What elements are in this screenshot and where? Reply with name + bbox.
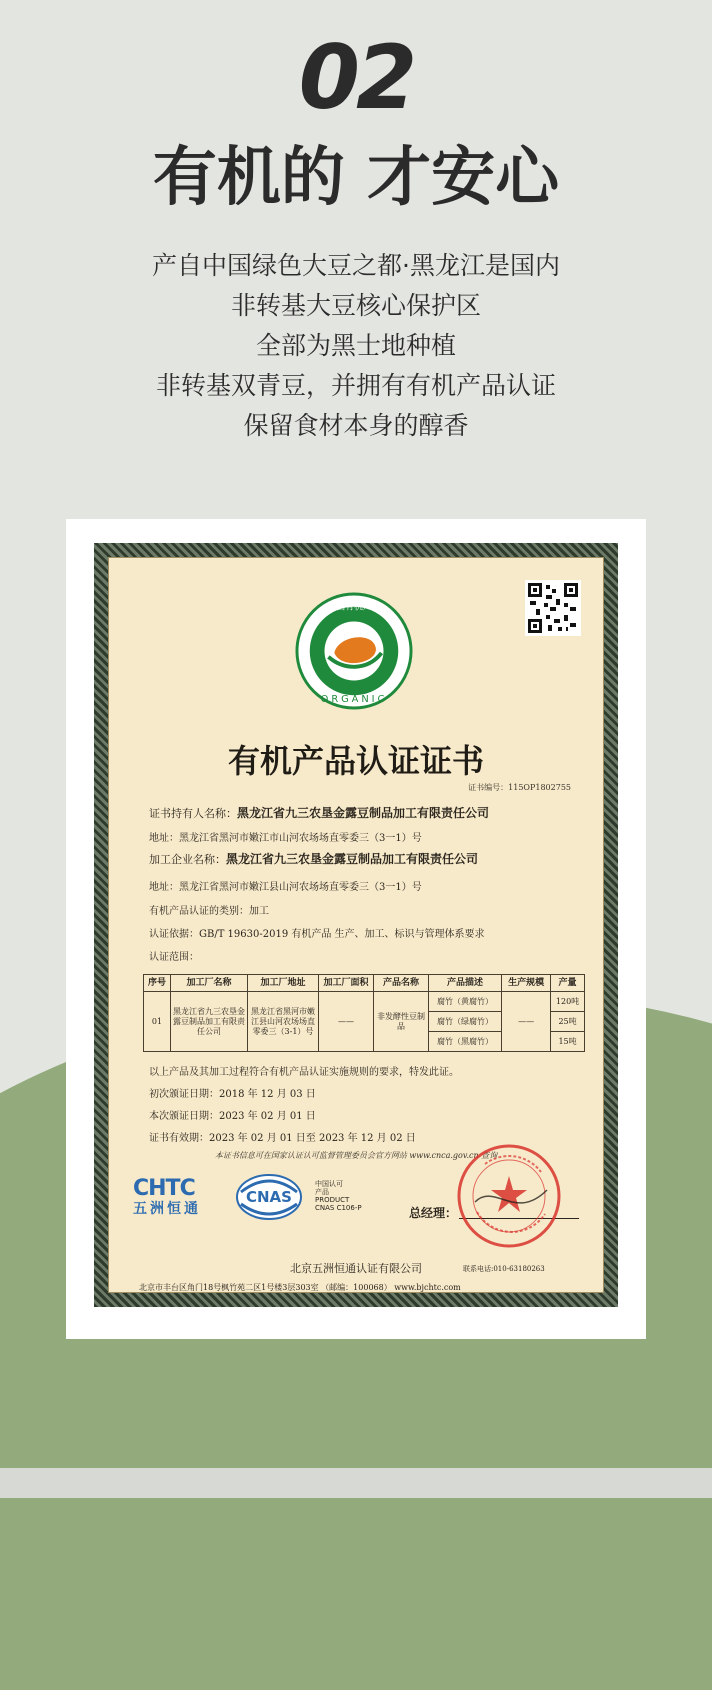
certificate-card: [66, 519, 646, 1339]
issuer-address: 北京市丰台区角门18号枫竹苑二区1号楼3层303室 （邮编：100068） www.bjchtc.com: [139, 1283, 461, 1292]
holder-address: 地址：黑龙江省黑河市嫩江市山河农场场直零委三（3一1）号: [149, 833, 422, 844]
cnas-text-line: 产品: [315, 1188, 329, 1196]
scope-label: 认证范围：: [149, 952, 199, 963]
headline: 有机的 才安心: [152, 141, 560, 215]
table-cell-desc: 腐竹（黄腐竹）: [429, 992, 502, 1012]
table-header: 产品描述: [429, 975, 502, 992]
table-cell-desc: 腐竹（黑腐竹）: [429, 1032, 502, 1052]
table-cell-output: 25吨: [551, 1012, 585, 1032]
chtc-logo-cn: 五洲恒通: [133, 1201, 201, 1217]
description-line: 产自中国绿色大豆之都·黑龙江是国内: [152, 251, 560, 280]
organic-logo-icon: [295, 592, 413, 710]
table-header: 加工厂地址: [248, 975, 319, 992]
description-line: 非转基双青豆，并拥有有机产品认证: [155, 371, 556, 400]
table-cell-desc: 腐竹（绿腐竹）: [429, 1012, 502, 1032]
certificate-paper: [108, 557, 604, 1293]
description-line: 全部为黑士地种植: [255, 331, 456, 360]
statement-line: 以上产品及其加工过程符合有机产品认证实施规则的要求，特发此证。: [149, 1067, 459, 1078]
scope-table: [143, 974, 585, 1052]
table-cell-output: 120吨: [551, 992, 585, 1012]
description-line: 保留食材本身的醇香: [243, 411, 469, 440]
chtc-logo: [133, 1178, 223, 1218]
processor-name: 黑龙江省九三农垦金露豆制品加工有限责任公司: [226, 852, 479, 866]
table-header: 序号: [144, 975, 171, 992]
table-cell-area: ——: [319, 992, 374, 1052]
certificate-number: 证书编号：115OP1802755: [468, 783, 571, 792]
category-line: 有机产品认证的类别：加工: [149, 906, 269, 917]
table-row: [144, 992, 585, 1012]
basis-line: 认证依据：GB/T 19630-2019 有机产品 生产、加工、标识与管理体系要求: [149, 929, 485, 940]
contact-phone: 联系电话:010-63180263: [463, 1265, 545, 1273]
logo-bottom-text: ORGANIC: [320, 694, 388, 706]
cnas-text-line: PRODUCT: [315, 1196, 350, 1204]
first-issue-date: 初次颁证日期：2018 年 12 月 03 日: [149, 1089, 316, 1100]
processor-address: 地址：黑龙江省黑河市嫩江县山河农场场直零委三（3一1）号: [149, 882, 422, 893]
issuer-name: 北京五洲恒通认证有限公司: [290, 1262, 422, 1275]
section-number: 02: [298, 26, 414, 129]
verification-note: 本证书信息可在国家认证认可监督管理委员会官方网站 www.cnca.gov.cn 查询: [214, 1151, 498, 1160]
table-cell-factory-address: 黑龙江省黑河市嫩江县山河农场场直零委三（3-1）号: [248, 992, 319, 1052]
qr-code-icon: [525, 580, 581, 636]
cnas-text-line: CNAS C106-P: [315, 1204, 362, 1212]
processor-label: 加工企业名称：: [149, 853, 226, 866]
holder-name: 黑龙江省九三农垦金露豆制品加工有限责任公司: [237, 806, 490, 820]
validity-date: 证书有效期：2023 年 02 月 01 日至 2023 年 12 月 02 日: [149, 1133, 416, 1144]
logo-top-text: 中国有机产品: [327, 602, 381, 613]
table-cell-serial: 01: [144, 992, 171, 1052]
cnas-text-line: 中国认可: [315, 1180, 343, 1188]
table-cell-product-name: 非发酵性豆制品: [374, 992, 429, 1052]
table-header: 加工厂面积: [319, 975, 374, 992]
table-cell-factory-name: 黑龙江省九三农垦金露豆制品加工有限责任公司: [171, 992, 248, 1052]
holder-label: 证书持有人名称：: [149, 807, 237, 820]
certificate-title: 有机产品认证证书: [227, 742, 484, 780]
table-cell-scale: ——: [502, 992, 551, 1052]
table-header: 产品名称: [374, 975, 429, 992]
cnas-text: [315, 1180, 362, 1212]
description-line: 非转基大豆核心保护区: [230, 291, 481, 320]
table-header: 加工厂名称: [171, 975, 248, 992]
manager-label: 总经理：: [409, 1206, 458, 1220]
holder-line: [149, 804, 489, 821]
table-cell-output: 15吨: [551, 1032, 585, 1052]
red-seal-stamp: [455, 1142, 563, 1250]
table-header: 生产规模: [502, 975, 551, 992]
this-issue-date: 本次颁证日期：2023 年 02 月 01 日: [149, 1111, 316, 1122]
chtc-logo-text: CHTC: [133, 1176, 195, 1201]
cnas-logo-text: CNAS: [246, 1188, 292, 1206]
bottom-band: [0, 1468, 712, 1498]
cnas-logo-icon: [235, 1172, 303, 1222]
certificate-frame: [94, 543, 618, 1307]
processor-line: [149, 850, 478, 867]
table-header: 产量: [551, 975, 585, 992]
description: [0, 246, 712, 446]
table-header-row: [144, 975, 585, 992]
